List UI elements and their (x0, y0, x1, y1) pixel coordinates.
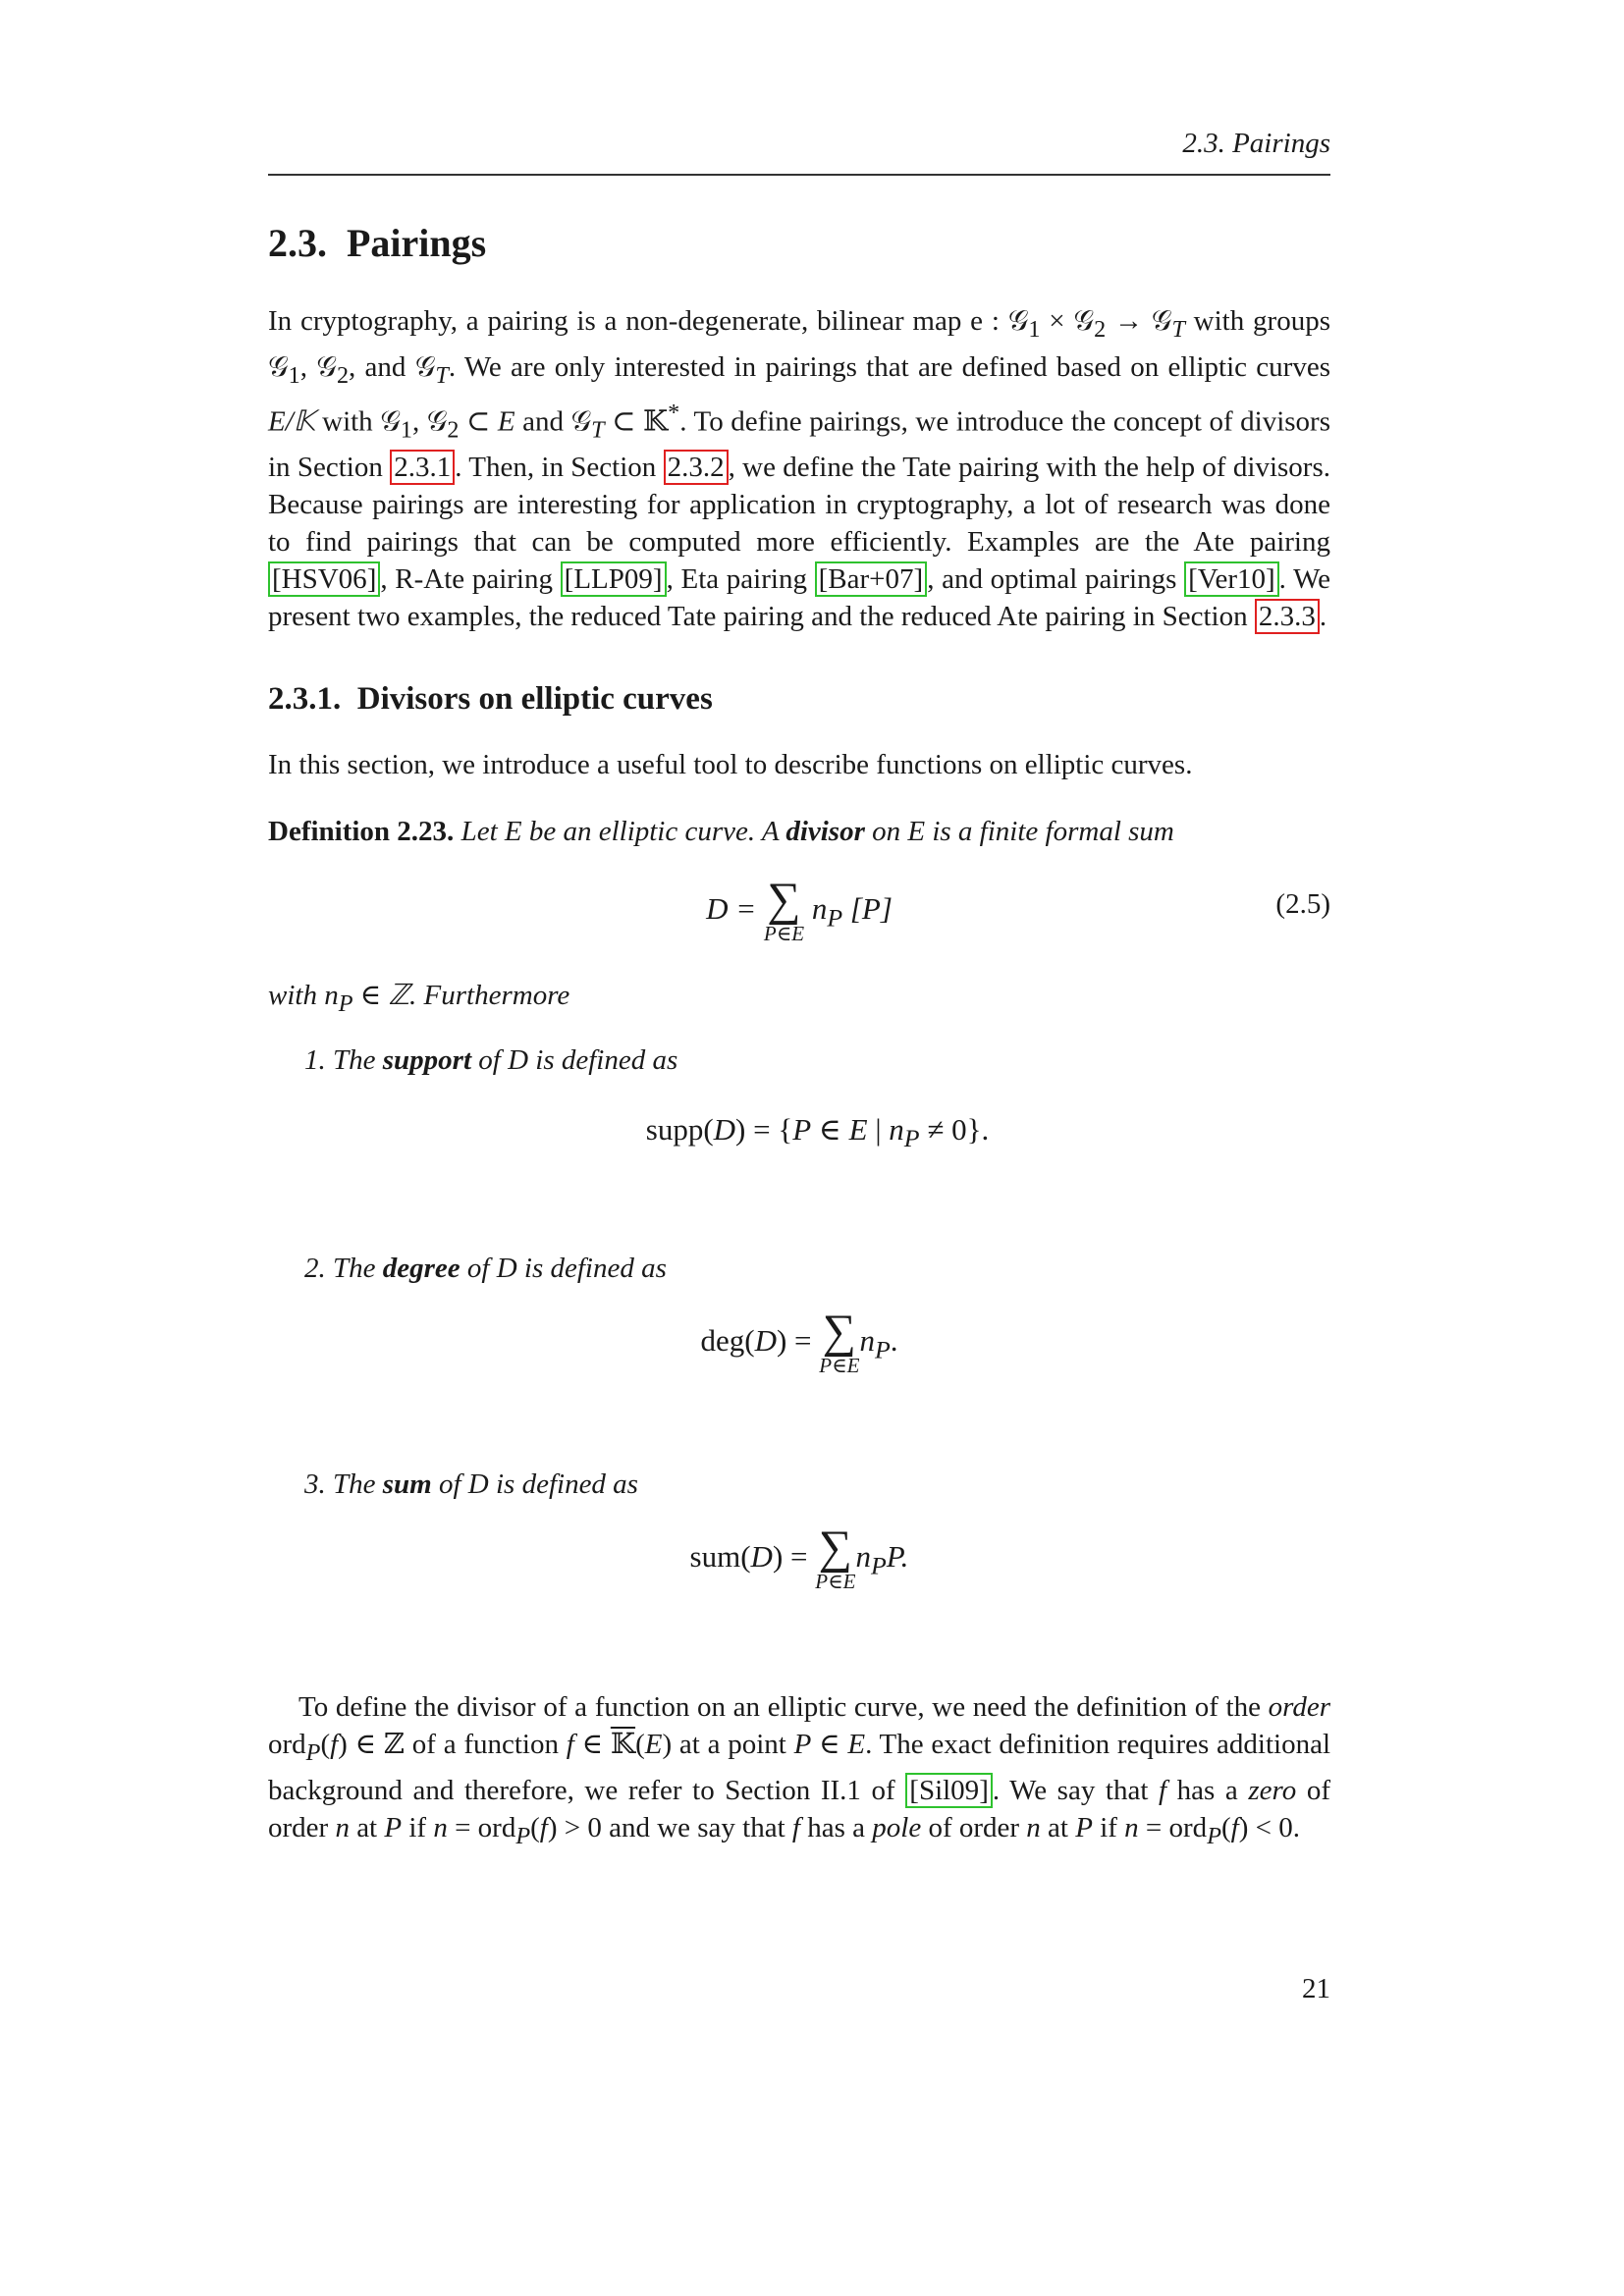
citation-label: HSV06 (281, 563, 367, 596)
bracket: [ (909, 1774, 919, 1806)
closing-text: ) at a point (662, 1729, 794, 1760)
formula-part: n (855, 1539, 871, 1575)
formula-part: n (889, 1112, 904, 1147)
definition-term: divisor (785, 816, 865, 847)
closing-text: ord (268, 1729, 306, 1760)
formula-part: ) = { (735, 1112, 793, 1147)
citation-label: Bar+07 (828, 563, 914, 596)
intro-paragraph (268, 302, 1330, 635)
support-formula (304, 1112, 1330, 1153)
closing-text: = ord (1138, 1811, 1208, 1843)
closing-math: 𝕂 (610, 1729, 636, 1760)
equation-coef: n (811, 891, 828, 927)
closing-math: E (847, 1729, 866, 1760)
formula-part: ) = (772, 1539, 816, 1575)
sum-operator (763, 874, 805, 945)
formula-part: D (713, 1112, 736, 1147)
formula-part: n (859, 1323, 875, 1359)
intro-math: E (497, 405, 515, 438)
list-item-sum (304, 1468, 638, 1501)
item-text: 1. The (304, 1044, 383, 1076)
closing-math: f (1159, 1774, 1167, 1806)
item-term: degree (382, 1253, 460, 1284)
intro-text: , we define the Tate pairing with the help of divisors. Because pairings are interesting for application in cryptography, a lot of research was done to find pairings that can be computed more efficiently. Examples are the Ate pairing (268, 452, 1330, 559)
closing-sub: P (305, 1738, 321, 1766)
intro-text: , Eta pairing (666, 563, 815, 596)
formula-part: P. (886, 1539, 909, 1575)
intro-text: and 𝒢 (514, 405, 592, 438)
closing-text: ) > 0 and we say that (547, 1811, 792, 1843)
subsection-title (268, 681, 713, 718)
section-ref-2-3-1[interactable]: 2.3.1 (390, 450, 455, 485)
bracket: ] (1266, 563, 1275, 596)
formula-sub: P (874, 1335, 891, 1364)
bracket: [ (1188, 563, 1198, 596)
formula-part: supp( (645, 1112, 714, 1147)
section-title-text: Pairings (347, 221, 487, 265)
sigma-symbol: ∑ (767, 874, 801, 926)
formula-part: D (750, 1539, 773, 1575)
formula-part: E (848, 1112, 868, 1147)
intro-text: . (1319, 601, 1327, 633)
bracket: ] (979, 1774, 989, 1806)
closing-text: of order (921, 1811, 1027, 1843)
closing-text: at (349, 1811, 385, 1843)
intro-sub: 2 (336, 361, 350, 389)
closing-emph: pole (872, 1811, 922, 1843)
section-ref-2-3-3[interactable]: 2.3.3 (1255, 599, 1320, 634)
intro-sub: T (1171, 315, 1185, 343)
item-text: of D is defined as (471, 1044, 678, 1076)
intro-text: with groups 𝒢 (268, 305, 1330, 383)
bracket: [ (818, 563, 829, 596)
bracket: ] (652, 563, 663, 596)
closing-text: ( (530, 1811, 540, 1843)
intro-sub: 2 (447, 416, 460, 444)
closing-text: has a (799, 1811, 873, 1843)
closing-math: f (566, 1729, 574, 1760)
closing-sub: P (515, 1822, 531, 1849)
intro-text: with 𝒢 (314, 405, 401, 438)
closing-math: f (1230, 1811, 1239, 1843)
intro-text: In cryptography, a pairing is a non-degenerate, bilinear map e : 𝒢 (268, 305, 1029, 337)
bracket: [ (564, 563, 574, 596)
formula-sub: P (903, 1124, 920, 1153)
closing-math: f (791, 1811, 800, 1843)
citation-link[interactable] (815, 561, 928, 597)
closing-math: P (1075, 1811, 1093, 1843)
intro-sub: 1 (288, 361, 300, 389)
intro-sup: * (668, 399, 680, 426)
intro-sub: 1 (400, 416, 412, 444)
formula-part: P (792, 1112, 812, 1147)
closing-math: n (433, 1811, 448, 1843)
closing-text: if (1092, 1811, 1125, 1843)
sum-subscript: P∈E (819, 1354, 860, 1377)
closing-math: P (384, 1811, 403, 1843)
equation-2-5 (268, 874, 1330, 945)
intro-text: , and optimal pairings (927, 563, 1185, 596)
closing-text: . We say that (992, 1774, 1160, 1806)
closing-emph: order (1268, 1691, 1330, 1723)
closing-text: has a (1166, 1774, 1249, 1806)
closing-math: n (1026, 1811, 1041, 1843)
equation-number: (2.5) (1275, 888, 1330, 920)
item-text: of D is defined as (431, 1468, 638, 1500)
item-text: 2. The (304, 1253, 383, 1284)
sigma-symbol: ∑ (818, 1522, 852, 1574)
sigma-symbol: ∑ (822, 1306, 856, 1358)
closing-text: ( (320, 1729, 331, 1760)
equation-lhs: D = (706, 891, 764, 927)
closing-sub: P (1207, 1822, 1221, 1849)
closing-text: = ord (447, 1811, 516, 1843)
formula-part: deg( (700, 1323, 755, 1359)
sum-operator (819, 1306, 860, 1377)
closing-text: To define the divisor of a function on an elliptic curve, we need the definition of the (298, 1691, 1269, 1723)
closing-text: ) < 0. (1238, 1811, 1300, 1843)
item-text: 3. The (304, 1468, 383, 1500)
closing-text: at (1040, 1811, 1076, 1843)
intro-text: . We present two examples, the reduced Tate pairing and the reduced Ate pairing in Section (268, 563, 1330, 633)
citation-label: LLP09 (573, 563, 653, 596)
sum-subscript: P∈E (815, 1570, 856, 1593)
definition-text: Let E be an elliptic curve. A (454, 816, 786, 847)
intro-text: . We are only interested in pairings that are defined based on elliptic curves (448, 350, 1330, 383)
equation-sub: P (827, 903, 843, 933)
intro-text: , R-Ate pairing (380, 563, 561, 596)
citation-link[interactable] (268, 561, 380, 597)
formula-part: sum( (689, 1539, 751, 1575)
closing-text: ∈ (811, 1729, 848, 1760)
sum-operator (815, 1522, 856, 1593)
definition-paragraph (268, 813, 1330, 850)
intro-math: E/𝕂 (268, 405, 315, 438)
formula-part: D (754, 1323, 777, 1359)
equation-rhs: [P] (842, 891, 893, 927)
citation-label: Sil09 (918, 1774, 980, 1806)
closing-text: of order (268, 1774, 1330, 1843)
degree-formula (268, 1306, 1330, 1377)
sum-subscript: P∈E (763, 922, 805, 945)
intro-sub: T (435, 361, 449, 389)
citation-label: Ver10 (1197, 563, 1266, 596)
closing-text: ( (635, 1729, 645, 1760)
intro-sub: 2 (1094, 315, 1107, 343)
closing-emph: zero (1248, 1774, 1297, 1806)
closing-math: f (330, 1729, 339, 1760)
item-term: sum (382, 1468, 432, 1500)
closing-paragraph (268, 1688, 1330, 1855)
closing-text: ) ∈ ℤ of a function (338, 1729, 567, 1760)
formula-part: . (890, 1323, 898, 1359)
formula-sub: P (870, 1551, 887, 1580)
closing-math: E (644, 1729, 663, 1760)
intro-text: ⊂ 𝕂 (604, 405, 669, 438)
list-item-degree (304, 1253, 667, 1285)
closing-math: f (539, 1811, 548, 1843)
bracket: ] (366, 563, 377, 596)
closing-math: n (335, 1811, 350, 1843)
intro-text: ⊂ (459, 405, 498, 438)
formula-part: ≠ 0}. (919, 1112, 990, 1147)
formula-part: ∈ (811, 1112, 849, 1147)
running-head: 2.3. Pairings (1182, 128, 1330, 159)
subsection-number: 2.3.1. (268, 681, 342, 717)
citation-link[interactable] (1184, 561, 1279, 597)
item-text: of D is defined as (460, 1253, 667, 1284)
closing-text: . The exact definition requires additional background and therefore, we refer to Section II.1 of (268, 1729, 1331, 1806)
formula-part: | (867, 1112, 890, 1147)
closing-text: if (402, 1811, 434, 1843)
definition-label: Definition 2.23. (268, 816, 455, 847)
subsection-title-text: Divisors on elliptic curves (356, 681, 713, 717)
item-term: support (382, 1044, 472, 1076)
section-ref-2-3-2[interactable]: 2.3.2 (664, 450, 729, 485)
definition-with (268, 977, 1330, 1023)
intro-sub: T (591, 416, 605, 444)
definition-sub: P (338, 989, 353, 1017)
closing-math: n (1124, 1811, 1139, 1843)
list-item-support (304, 1044, 677, 1077)
sum-formula (268, 1522, 1330, 1593)
bracket: [ (272, 563, 282, 596)
definition-text: ∈ ℤ. Furthermore (352, 980, 570, 1011)
closing-text: ∈ (573, 1729, 611, 1760)
closing-text: ( (1220, 1811, 1231, 1843)
closing-math: P (793, 1729, 812, 1760)
page-number: 21 (1302, 1973, 1330, 2004)
intro-text: . To define pairings, we introduce the concept of divisors in Section (268, 405, 1331, 484)
definition-text: on E is a finite formal sum (864, 816, 1174, 847)
citation-link[interactable] (905, 1773, 993, 1808)
citation-link[interactable] (561, 561, 667, 597)
intro-text: , 𝒢 (299, 350, 337, 383)
intro-text: × 𝒢 (1040, 305, 1095, 337)
intro-text: , and 𝒢 (349, 350, 436, 383)
formula-part: ) = (776, 1323, 820, 1359)
section-number: 2.3. (268, 221, 327, 265)
definition-text: with n (268, 980, 339, 1011)
subsection-lead: In this section, we introduce a useful tool to describe functions on elliptic curves. (268, 749, 1193, 780)
intro-text: , 𝒢 (411, 405, 448, 438)
bracket: ] (913, 563, 924, 596)
intro-text: . Then, in Section (455, 452, 664, 484)
intro-text: → 𝒢 (1106, 305, 1172, 337)
header-rule (268, 174, 1330, 176)
section-title (268, 220, 486, 266)
intro-sub: 1 (1028, 315, 1041, 343)
